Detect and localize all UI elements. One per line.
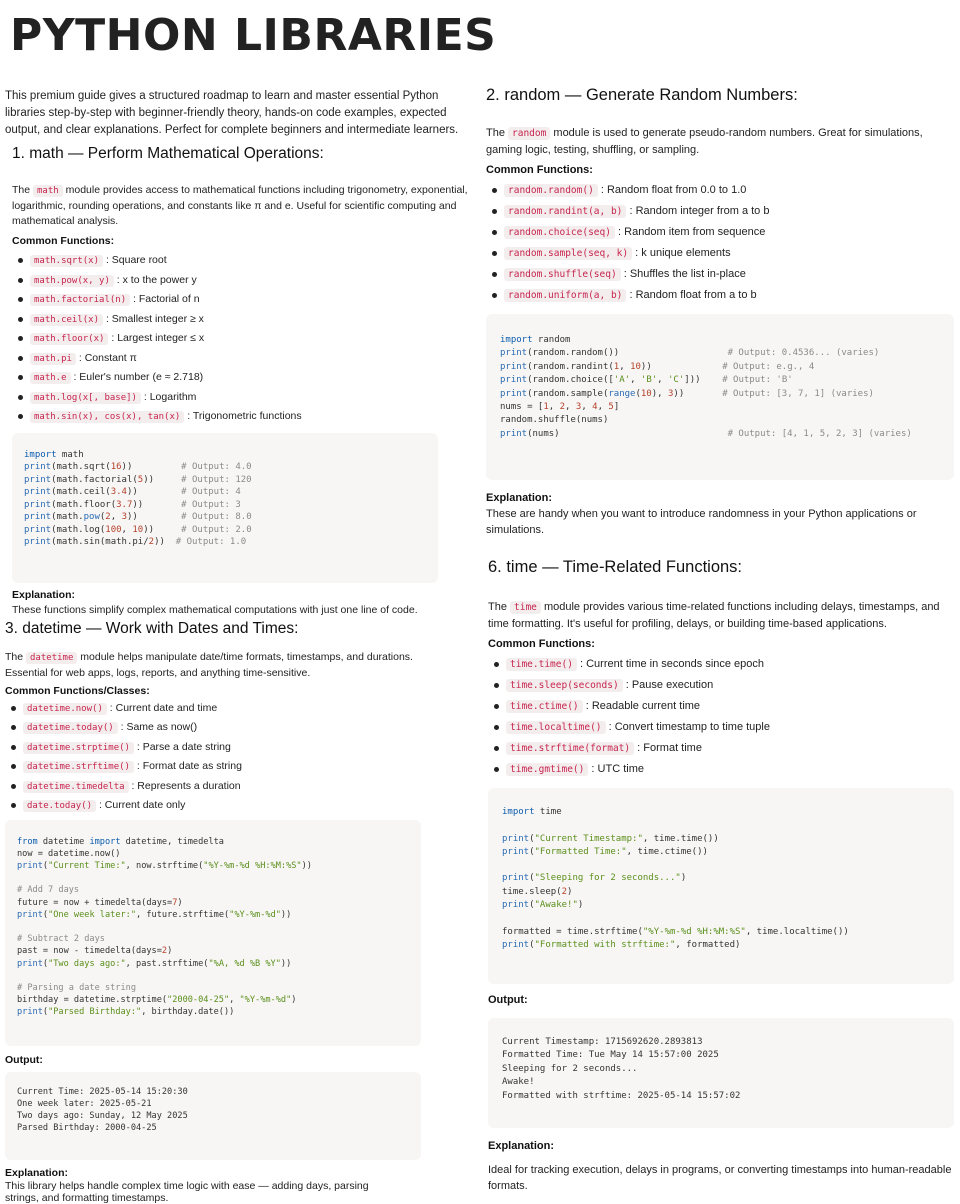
list-item: math.log(x[, base]) : Logarithm — [12, 388, 477, 408]
list-item: math.ceil(x) : Smallest integer ≥ x — [12, 310, 477, 330]
time-heading: 6. time — Time-Related Functions: — [488, 558, 743, 576]
list-item: math.pow(x, y) : x to the power y — [12, 271, 477, 291]
list-item: math.pi : Constant π — [12, 349, 477, 369]
random-explanation-label: Explanation: — [486, 492, 553, 504]
list-item: random.shuffle(seq) : Shuffles the list in-place — [486, 264, 954, 285]
list-item: date.today() : Current date only — [5, 796, 477, 816]
list-item: random.uniform(a, b) : Random float from a to b — [486, 285, 954, 306]
list-item: time.sleep(seconds) : Pause execution — [488, 675, 954, 696]
list-item: datetime.strftime() : Format date as string — [5, 757, 477, 777]
time-section — [488, 558, 954, 1194]
list-item: random.random() : Random float from 0.0 to 1.0 — [486, 180, 954, 201]
datetime-output-label: Output: — [5, 1053, 43, 1066]
math-function-list — [12, 251, 477, 427]
time-inline-code: time — [510, 601, 541, 614]
page-title: PYTHON LIBRARIES — [10, 10, 497, 61]
datetime-section — [5, 620, 477, 1204]
random-function-list — [486, 180, 954, 306]
time-function-list — [488, 654, 954, 780]
math-heading: 1. math — Perform Mathematical Operations: — [12, 145, 324, 162]
time-functions-label: Common Functions: — [488, 638, 595, 650]
random-explanation: These are handy when you want to introduce randomness in your Python applications or simulations. — [486, 508, 917, 536]
datetime-functions-label: Common Functions/Classes: — [5, 684, 150, 697]
time-output-block: Current Timestamp: 1715692620.2893813 Formatted Time: Tue May 14 15:57:00 2025 Sleeping for 2 seconds... Awake! Formatted with strftime: 2025-05-14 15:57:02 — [488, 1018, 954, 1128]
list-item: time.strftime(format) : Format time — [488, 738, 954, 759]
random-section — [486, 86, 954, 538]
list-item: time.time() : Current time in seconds since epoch — [488, 654, 954, 675]
left-column — [5, 88, 477, 1204]
list-item: math.floor(x) : Largest integer ≤ x — [12, 329, 477, 349]
random-code-block: import random print(random.random()) # Output: 0.4536... (varies) print(random.randint(1, 10)) # Output: e.g., 4 print(random.choice(['A', 'B', 'C'])) # Output: 'B' print(random.sample(range(10), 3)) # Output: [3, 7, 1] (varies) nums = [1, 2, 3, 4, 5] random.shuffle(nums) print(nums) # Output: [4, 1, 5, 2, 3] (varies) — [486, 314, 954, 480]
list-item: datetime.today() : Same as now() — [5, 718, 477, 738]
time-explanation-label: Explanation: — [488, 1140, 555, 1152]
list-item: random.randint(a, b) : Random integer from a to b — [486, 201, 954, 222]
list-item: datetime.timedelta : Represents a duration — [5, 777, 477, 797]
math-inline-code: math — [33, 185, 63, 197]
list-item: time.ctime() : Readable current time — [488, 696, 954, 717]
datetime-description: The datetime module helps manipulate date/time formats, timestamps, and durations. Essential for web apps, logs, reports, and anything time-sensitive. — [5, 650, 413, 679]
random-description: The random module is used to generate pseudo-random numbers. Great for simulations, gaming logic, testing, shuffling, or sampling. — [486, 127, 923, 156]
list-item: time.gmtime() : UTC time — [488, 759, 954, 780]
datetime-explanation: This library helps handle complex time logic with ease — adding days, parsing strings, and formatting timestamps. — [5, 1179, 369, 1204]
math-explanation-label: Explanation: — [12, 588, 76, 601]
time-explanation: Ideal for tracking execution, delays in programs, or converting timestamps into human-readable formats. — [488, 1164, 952, 1192]
list-item: math.e : Euler's number (e ≈ 2.718) — [12, 368, 477, 388]
intro-paragraph: This premium guide gives a structured roadmap to learn and master essential Python libraries step-by-step with beginner-friendly theory, hands-on code examples, expected output, and clear explanations. Perfect for complete beginners and intermediate learners. — [5, 90, 459, 136]
math-functions-label: Common Functions: — [12, 235, 115, 247]
list-item: datetime.strptime() : Parse a date string — [5, 738, 477, 758]
list-item: math.sin(x), cos(x), tan(x) : Trigonometric functions — [12, 407, 477, 427]
list-item: datetime.now() : Current date and time — [5, 699, 477, 719]
list-item: math.factorial(n) : Factorial of n — [12, 290, 477, 310]
datetime-code-block: from datetime import datetime, timedelta now = datetime.now() print("Current Time:", now.strftime("%Y-%m-%d %H:%M:%S")) # Add 7 days future = now + timedelta(days=7) print("One week later:", future.strftime("%Y-%m-%d")) # Subtract 2 days past = now - timedelta(days=2) print("Two days ago:", past.strftime("%A, %d %B %Y")) # Parsing a date string birthday = datetime.strptime("2000-04-25", "%Y-%m-%d") print("Parsed Birthday:", birthday.date()) — [5, 820, 421, 1046]
math-description: The math module provides access to mathematical functions including trigonometry, exponential, logarithmic, rounding operations, and constants like π and e. Useful for scientific computing and mathematical analysis. — [12, 184, 468, 227]
random-functions-label: Common Functions: — [486, 164, 593, 176]
time-description: The time module provides various time-related functions including delays, timestamps, and time formatting. It's useful for profiling, delays, or building time-based applications. — [488, 601, 940, 630]
time-output-label: Output: — [488, 994, 528, 1006]
random-heading: 2. random — Generate Random Numbers: — [486, 86, 798, 104]
datetime-inline-code: datetime — [26, 652, 77, 664]
datetime-heading: 3. datetime — Work with Dates and Times: — [5, 619, 299, 637]
list-item: random.choice(seq) : Random item from sequence — [486, 222, 954, 243]
random-inline-code: random — [508, 127, 550, 140]
math-code-block: import math print(math.sqrt(16)) # Output: 4.0 print(math.factorial(5)) # Output: 120 print(math.ceil(3.4)) # Output: 4 print(math.floor(3.7)) # Output: 3 print(math.pow(2, 3)) # Output: 8.0 print(math.log(100, 10)) # Output: 2.0 print(math.sin(math.pi/2)) # Output: 1.0 — [12, 433, 438, 583]
list-item: time.localtime() : Convert timestamp to time tuple — [488, 717, 954, 738]
datetime-output-block: Current Time: 2025-05-14 15:20:30 One week later: 2025-05-21 Two days ago: Sunday, 12 May 2025 Parsed Birthday: 2000-04-25 — [5, 1072, 421, 1160]
right-column — [486, 86, 954, 1194]
time-code-block: import time print("Current Timestamp:", time.time()) print("Formatted Time:", time.ctime()) print("Sleeping for 2 seconds...") time.sleep(2) print("Awake!") formatted = time.strftime("%Y-%m-%d %H:%M:%S", time.localtime()) print("Formatted with strftime:", formatted) — [488, 788, 954, 984]
math-explanation: These functions simplify complex mathematical computations with just one line of code. — [12, 603, 418, 616]
datetime-explanation-label: Explanation: — [5, 1166, 69, 1179]
list-item: math.sqrt(x) : Square root — [12, 251, 477, 271]
list-item: random.sample(seq, k) : k unique elements — [486, 243, 954, 264]
datetime-function-list — [5, 699, 477, 816]
math-section — [12, 145, 477, 616]
